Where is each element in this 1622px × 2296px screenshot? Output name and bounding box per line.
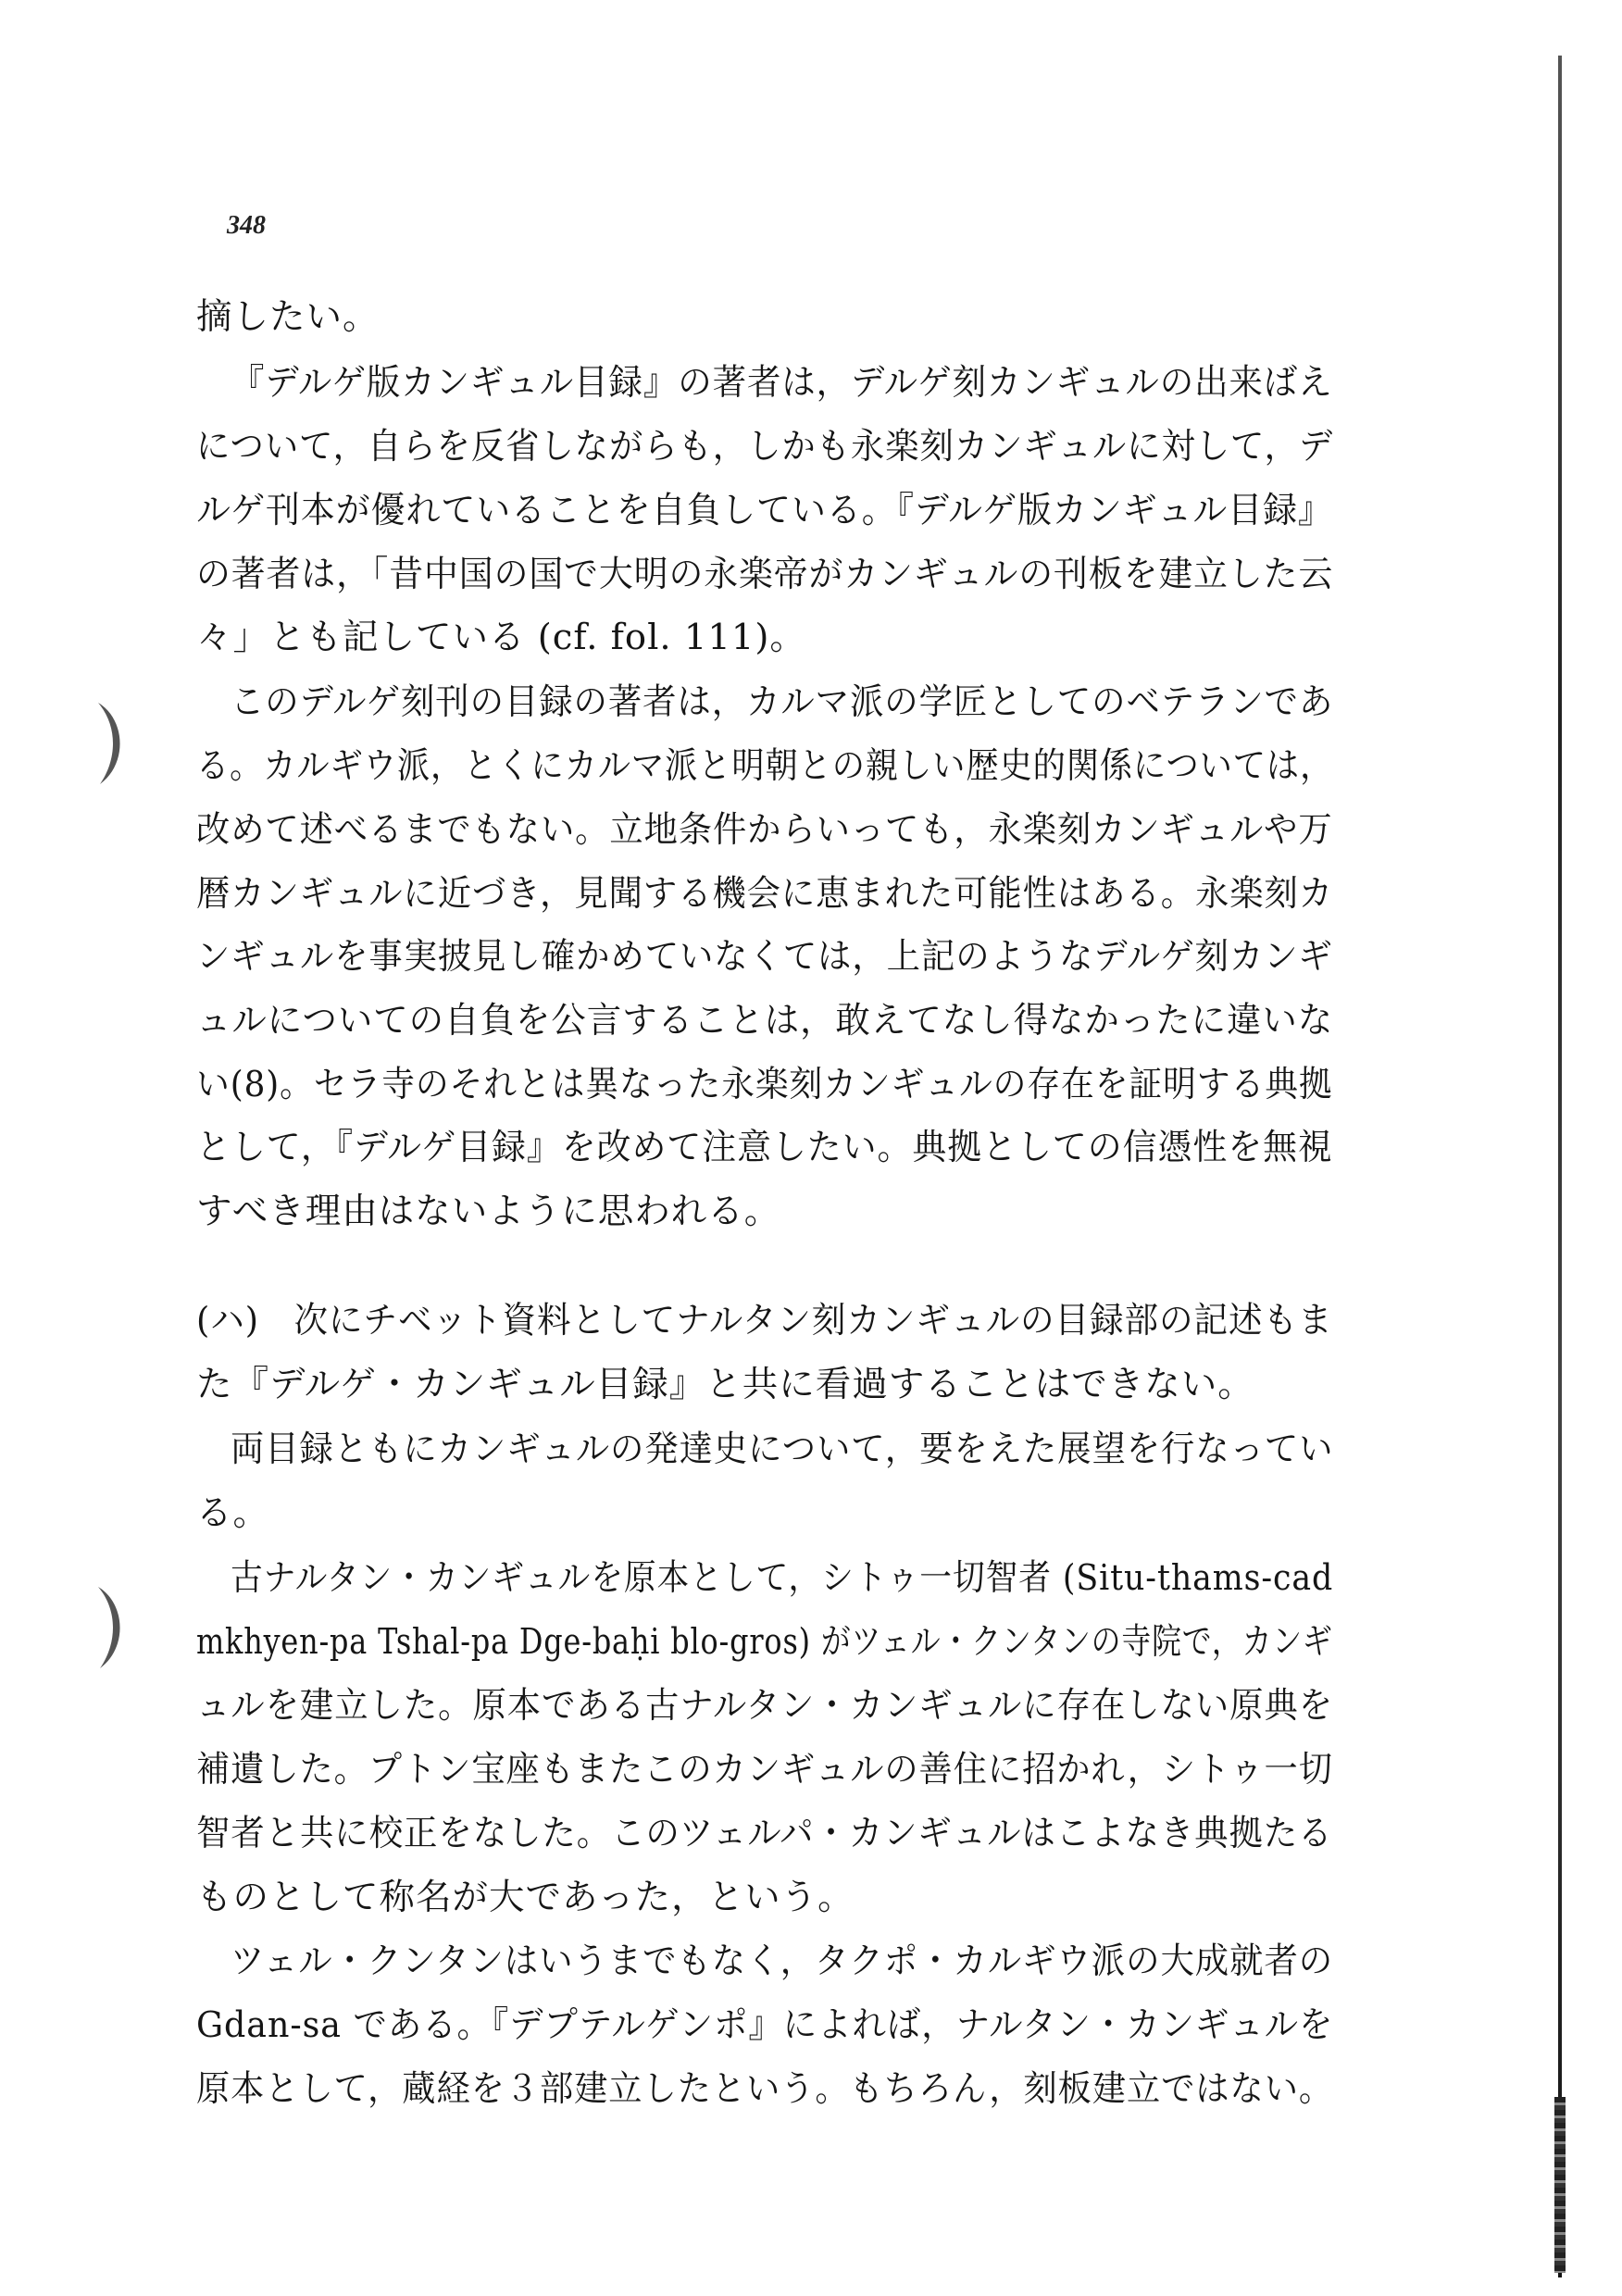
scan-shadow-mark (93, 1583, 134, 1671)
text-line: (ハ) 次にチベット資料としてナルタン刻カンギュルの目録部の記述もま (196, 1300, 1333, 1341)
text-line: 補遺した。プトン宝座もまたこのカンギュルの善住に招かれ，シトゥ一切 (196, 1749, 1333, 1791)
text-line: ュルを建立した。原本である古ナルタン・カンギュルに存在しない原典を (196, 1685, 1334, 1727)
text-line: 原本として，蔵経を３部建立したという。もちろん，刻板建立ではない。 (196, 2068, 1334, 2110)
text-line: このデルゲ刻刊の目録の著者は，カルマ派の学匠としてのベテランであ (231, 681, 1334, 723)
binding-edge-shadow (1554, 2097, 1566, 2273)
text-line: 摘したい。 (196, 296, 380, 338)
text-line: 両目録ともにカンギュルの発達史について，要をえた展望を行なってい (231, 1429, 1334, 1470)
text-line: 『デルゲ版カンギュル目録』の著者は，デルゲ刻カンギュルの出来ばえ (231, 362, 1333, 404)
text-line: Gdan-sa である。『デプテルゲンポ』によれば，ナルタン・カンギュルを (196, 2004, 1334, 2046)
text-line: 々」とも記している (cf. fol. 111)。 (196, 617, 806, 658)
text-line: る。 (196, 1492, 270, 1534)
text-line: mkhyen-pa Tshal-pa Dge-baḥi blo-gros) がツェル・クンタンの寺院で，カンギ (196, 1621, 1333, 1663)
scan-shadow-mark (93, 699, 134, 787)
text-line: ツェル・クンタンはいうまでもなく，タクポ・カルギウ派の大成就者の (231, 1940, 1334, 1982)
text-line: ュルについての自負を公言することは，敢えてなし得なかったに違いな (196, 1000, 1334, 1042)
text-line: ルゲ刊本が優れていることを自負している。『デルゲ版カンギュル目録』 (196, 490, 1333, 531)
text-line: の著者は，「昔中国の国で大明の永楽帝がカンギュルの刊板を建立した云 (196, 554, 1334, 595)
text-line: た『デルゲ・カンギュル目録』と共に看過することはできない。 (196, 1364, 1254, 1405)
text-line: として，『デルゲ目録』を改めて注意したい。典拠としての信憑性を無視 (196, 1127, 1333, 1168)
text-line: ンギュルを事実披見し確かめていなくては，上記のようなデルゲ刻カンギ (196, 936, 1333, 978)
binding-edge (1558, 56, 1562, 2277)
page-number: 348 (227, 211, 266, 240)
text-line: について，自らを反省しながらも，しかも永楽刻カンギュルに対して，デ (196, 426, 1334, 468)
text-line: 古ナルタン・カンギュルを原本として，シトゥ一切智者 (Situ-thams-cad (231, 1557, 1334, 1599)
text-line: ものとして称名が大であった，という。 (196, 1877, 855, 1918)
text-line: 智者と共に校正をなした。このツェルパ・カンギュルはこよなき典拠たる (196, 1813, 1333, 1854)
text-line: る。カルギウ派，とくにカルマ派と明朝との親しい歴史的関係については， (196, 745, 1334, 787)
text-line: い(8)。セラ寺のそれとは異なった永楽刻カンギュルの存在を証明する典拠 (196, 1064, 1333, 1105)
text-line: 暦カンギュルに近づき，見聞する機会に恵まれた可能性はある。永楽刻カ (196, 873, 1333, 915)
text-line: 改めて述べるまでもない。立地条件からいっても，永楽刻カンギュルや万 (196, 809, 1333, 851)
text-line: すべき理由はないように思われる。 (196, 1191, 781, 1232)
